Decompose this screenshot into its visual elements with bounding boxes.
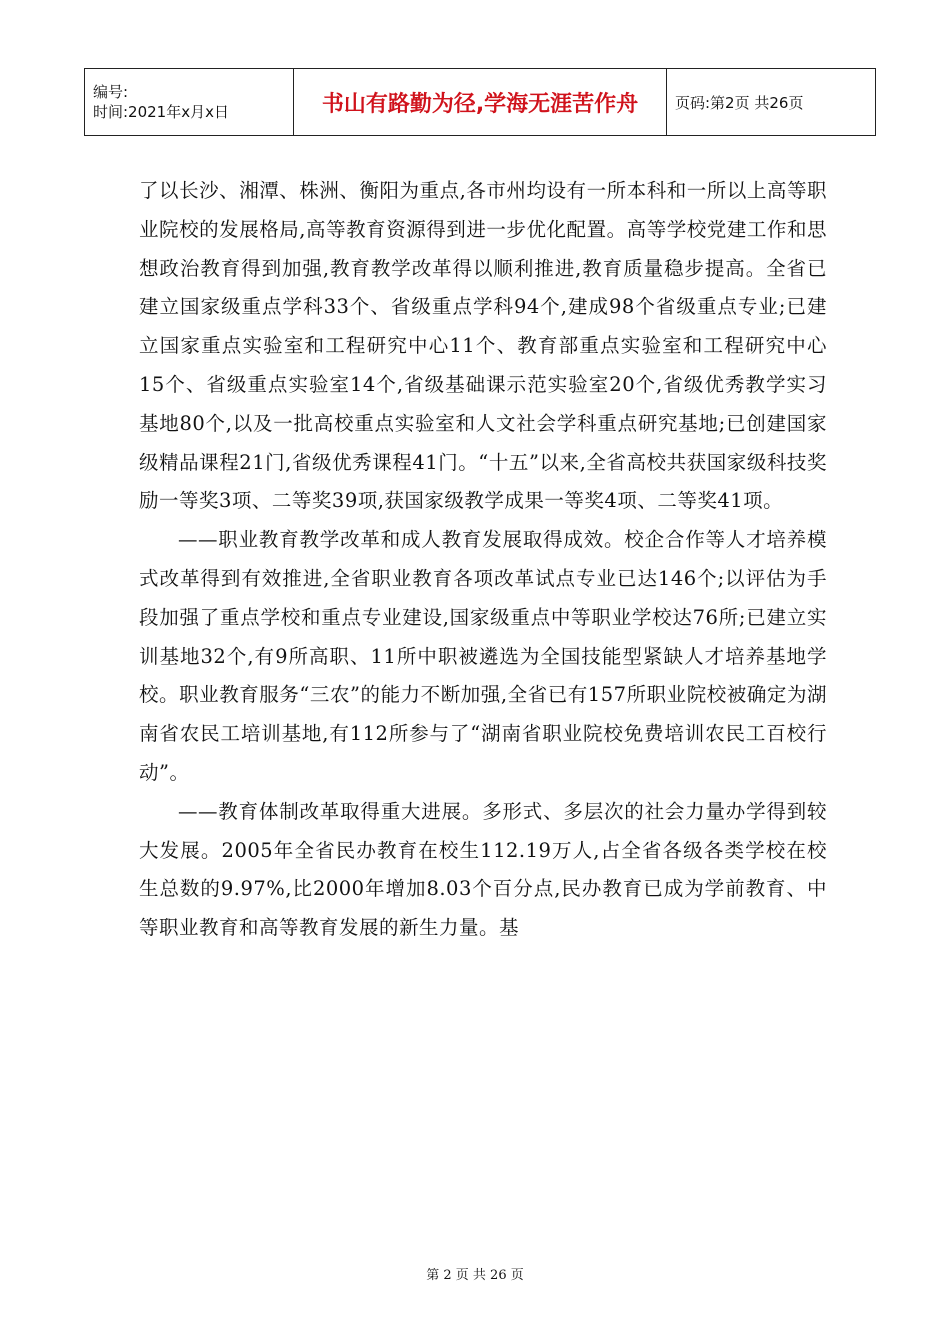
page-footer: 第 2 页 共 26 页 xyxy=(426,1268,524,1283)
header-page-label: 页码:第2页 共26页 xyxy=(667,69,876,136)
paragraph-3: ——教育体制改革取得重大进展。多形式、多层次的社会力量办学得到较大发展。2005年全省民办教育在校生112.19万人,占全省各级各类学校在校生总数的9.97%,比2000年增加8.03个百分点,民办教育已成为学前教育、中等职业教育和高等教育发展的新生力量。基 xyxy=(139,799,827,940)
number-label: 编号: xyxy=(93,83,129,101)
time-label: 时间:2021年x月x日 xyxy=(93,103,229,121)
paragraph-1: 了以长沙、湘潭、株洲、衡阳为重点,各市州均设有一所本科和一所以上高等职业院校的发展格局,高等教育资源得到进一步优化配置。高等学校党建工作和思想政治教育得到加强,教育教学改革得以顺利推进,教育质量稳步提高。全省已建立国家级重点学科33个、省级重点学科94个,建成98个省级重点专业;已建立国家重点实验室和工程研究中心11个、教育部重点实验室和工程研究中心15个、省级重点实验室14个,省级基础课示范实验室20个,省级优秀教学实习基地80个,以及一批高校重点实验室和人文社会学科重点研究基地;已创建国家级精品课程21门,省级优秀课程41门。“十五”以来,全省高校共获国家级科技奖励一等奖3项、二等奖39项,获国家级教学成果一等奖4项、二等奖41项。 xyxy=(139,179,827,513)
header-table xyxy=(84,68,876,136)
header-motto: 书山有路勤为径,学海无涯苦作舟 xyxy=(294,69,667,136)
paragraph-2: ——职业教育教学改革和成人教育发展取得成效。校企合作等人才培养模式改革得到有效推进,全省职业教育各项改革试点专业已达146个;以评估为手段加强了重点学校和重点专业建设,国家级重点中等职业学校达76所;已建立实训基地32个,有9所高职、11所中职被遴选为全国技能型紧缺人才培养基地学校。职业教育服务“三农”的能力不断加强,全省已有157所职业院校被确定为湖南省农民工培训基地,有112所参与了“湖南省职业院校免费培训农民工百校行动”。 xyxy=(139,528,827,784)
header-meta xyxy=(85,69,294,136)
body-text xyxy=(139,172,827,948)
